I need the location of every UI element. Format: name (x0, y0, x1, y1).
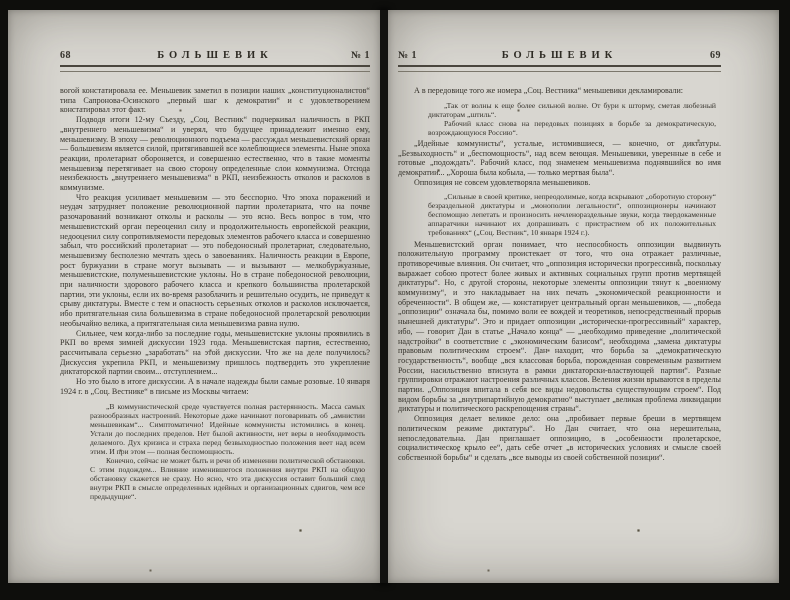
paragraph: вогой констатировала ее. Меньшевик заметил в позиции наших „конституционалистов“ типа Сапронова-Осинского „первый шаг к демократии“ и с удовлетворением констатировал этот факт. (60, 86, 370, 115)
paragraph: „В коммунистической среде чувствуется полная растерянность. Масса самых разнообразных настроений. Некоторые даже начинают поговаривать об „амнистии меньшевикам“... Симптоматично! Идейные коммунисты истомились в конец. Устали до последних пределов. Нет былой активности, нет веры в необходимость делаемого. Дух кризиса и страха перед безвыходностью положения веет над всем этим. И при этом — полная беспомощность. (90, 401, 365, 456)
left-page (8, 10, 380, 583)
paragraph: Оппозиция делает великое дело: она „пробивает первые бреши в мертвящем политическом режиме диктатуры“. Но Дан считает, что она нерешительна, непоследовательна. Дан приглашает оппозицию, в „особенности пролетарское, социалистическое крыло ее“, дать себе отчет „в исторических условиях и смысле своей собственной борьбы“ и сделать „все выводы из своей собственной позиции“. (398, 414, 721, 462)
paragraph: „Идейные коммунисты“, усталые, истомившиеся, — конечно, от диктатуры. „Безвыходность“ и „беспомощность“, над всем веющая. Меньшевики, уверенные в себе и готовые „подождать“. Рабочий класс, под знаменем меньшевизма поднявшийся во имя демократии... „Хороша была кобыла, — только мертвая была“. (398, 138, 721, 177)
book-gutter (380, 10, 388, 583)
left-page-text (60, 86, 370, 501)
right-page (388, 10, 779, 583)
journal-title: БОЛЬШЕВИК (501, 50, 618, 61)
paragraph: Сильнее, чем когда-либо за последние годы, меньшевистские уклоны проявились в РКП во время зимней дискуссии 1923 года. Меньшевистская партия, естественно, рассчитывала серьезно „заработать“ на этой дискуссии. Что же на деле получилось? Дискуссия укрепила РКП, и меньшевизму пришлось подтвердить это укрепление диктаторской партии своим... отступлением... (60, 328, 370, 377)
issue-label: № 1 (398, 50, 418, 61)
paragraph: „Так от волны к еще более сильной волне. От бури к шторму, сметая любезный диктаторам „штиль“. (428, 100, 716, 119)
paragraph: Рабочий класс снова на передовых позициях в борьбе за демократическую, возрождающуюся Россию“. (428, 118, 716, 137)
left-running-head (60, 50, 370, 61)
issue-label: № 1 (350, 50, 370, 61)
left-page-number: 68 (60, 50, 71, 61)
paragraph: „Сильные в своей критике, непреодолимые, когда вскрывают „оборотную сторону“ безраздельной диктатуры и „монополии легальности“, оппозиционеры начинают беспомощно лепетать и произносить нечленораздельные звуки, когда твердокаменные аппаратчики начинают их допрашивать с пристрастием об их положительных требованиях“ („Соц. Вестник“, 10 января 1924 г.). (428, 192, 716, 238)
paragraph: Меньшевистский орган понимает, что неспособность оппозиции выдвинуть положительную программу проистекает от того, что она отражает различные, противоречивые влияния. Он считает, что „оппозиция исторически прогрессивна, поскольку выражает собою протест более живых и активных социальных групп против мертвящей диктатуры“. Но, с другой стороны, некоторые элементы оппозиции тянут к „военному коммунизму“, и это накладывает на них печать „экономической реакционности и обреченности“. В общем же, — констатирует центральный орган меньшевиков, — „победа „оппозиции“ означала бы, помимо воли ее вождей и теоретиков, непосредственный прорыв нынешней диктатуры“. Это и придает оппозиции „исторически-прогрессивный“ характер, ибо, — говорит Дан в статье „Начало конца“ — „необходимо приведение „политической надстройки“ в соответствие с „экономическим базисом“, необходима „замена диктатуры правовым политическим строем“. Дан находит, что борьба за „демократическую государственность“, вообще „вся классовая борьба, порожденная современным развитием России, насильственно втиснута в рамки диктаторски-властвующей партии“. Разные группировки отражают настроения различных классов. Веления жизни врываются в пределы партии. „Оппозиция впитала в себя все виды недовольства существующим строем“. Под видом борьбы за „внутрипартийную демократию“ выступает „великая проблема ликвидации диктатуры и политического раскрепощения страны“. (398, 239, 721, 414)
paragraph: Подводя итоги 12-му Съезду, „Соц. Вестник“ подчеркивал наличность в РКП „внутреннего меньшевизма“ и уверял, что будущее принадлежит именно ему, меньшевизму. В эпоху — революционного подъема — рассуждал меньшевистский орган — большевизм является силой, притягивавшей все колеблющиеся элементы. Ныне эпоха реакции, пролетариат обороняется, и совершенно естественно, что в такие моменты меньшевизм перетягивает на свою сторону определенные слои коммунизма. Отсюда неизбежность „внутреннего меньшевизма“ в РКП, неизбежность отколов и расколов в коммунизме. (60, 115, 370, 193)
paragraph: А в передовице того же номера „Соц. Вестника“ меньшевики декламировали: (414, 86, 684, 95)
right-running-head (398, 50, 721, 61)
journal-title: БОЛЬШЕВИК (157, 50, 273, 61)
paragraph: Конечно, сейчас не может быть и речи об изменении политической обстановки. С этим подождем... Влияние изменившегося положения внутри РКП на общую обстановку скажется не сразу. Но ясно, что эта дискуссия оставит больший след внутри РКП в смысле определенных идейных и организационных сдвигов, чем все предыдущие“. (90, 455, 365, 501)
right-page-text (398, 86, 721, 463)
paragraph: Оппозиция не совсем удовлетворяла меньшевиков. (414, 177, 591, 187)
header-rule (398, 65, 721, 72)
page-spread (8, 10, 779, 583)
right-page-number: 69 (710, 50, 721, 61)
paragraph: Но это было в итоге дискуссии. А в начале надежды были самые розовые. 10 января 1924 г. в „Соц. Вестнике“ в письме из Москвы читаем: (60, 377, 370, 396)
paragraph: Что реакция усиливает меньшевизм — это бесспорно. Что эпоха поражений и неудач затрудняет положение революционной партии пролетариата, что на почве разочарований возникают отколы и расколы — это ясно. Весь вопрос в том, что меньшевистский орган переоценил силу и продолжительность европейской реакции, недооценил силу сопротивляемости передовых элементов рабочего класса и совершенно забыл, что российский пролетариат — это победоносный пролетариат, следовательно, меньшевизму бесполезно мечтать здесь о завоеваниях. Наличность реакции в Европе, рост буржуазии в стране могут вызывать — и вызывают — мелкобуржуазные, меньшевистские, полуменьшевистские уклоны. Но в стране победоносной революции, при наличности здорового рабочего класса и крепкого большинства пролетарской партии, эти уклоны, если их во-время разоблачить и решительно осудить, не приведут к срыву диктатуры. Вместе с тем и опасность серьезных отколов и расколов исключается, ибо притягательная сила большевизма в стране победоносной пролетарской революции необычайно велика, а притягательная сила меньшевизма равна нулю. (60, 192, 370, 328)
header-rule (60, 65, 370, 72)
